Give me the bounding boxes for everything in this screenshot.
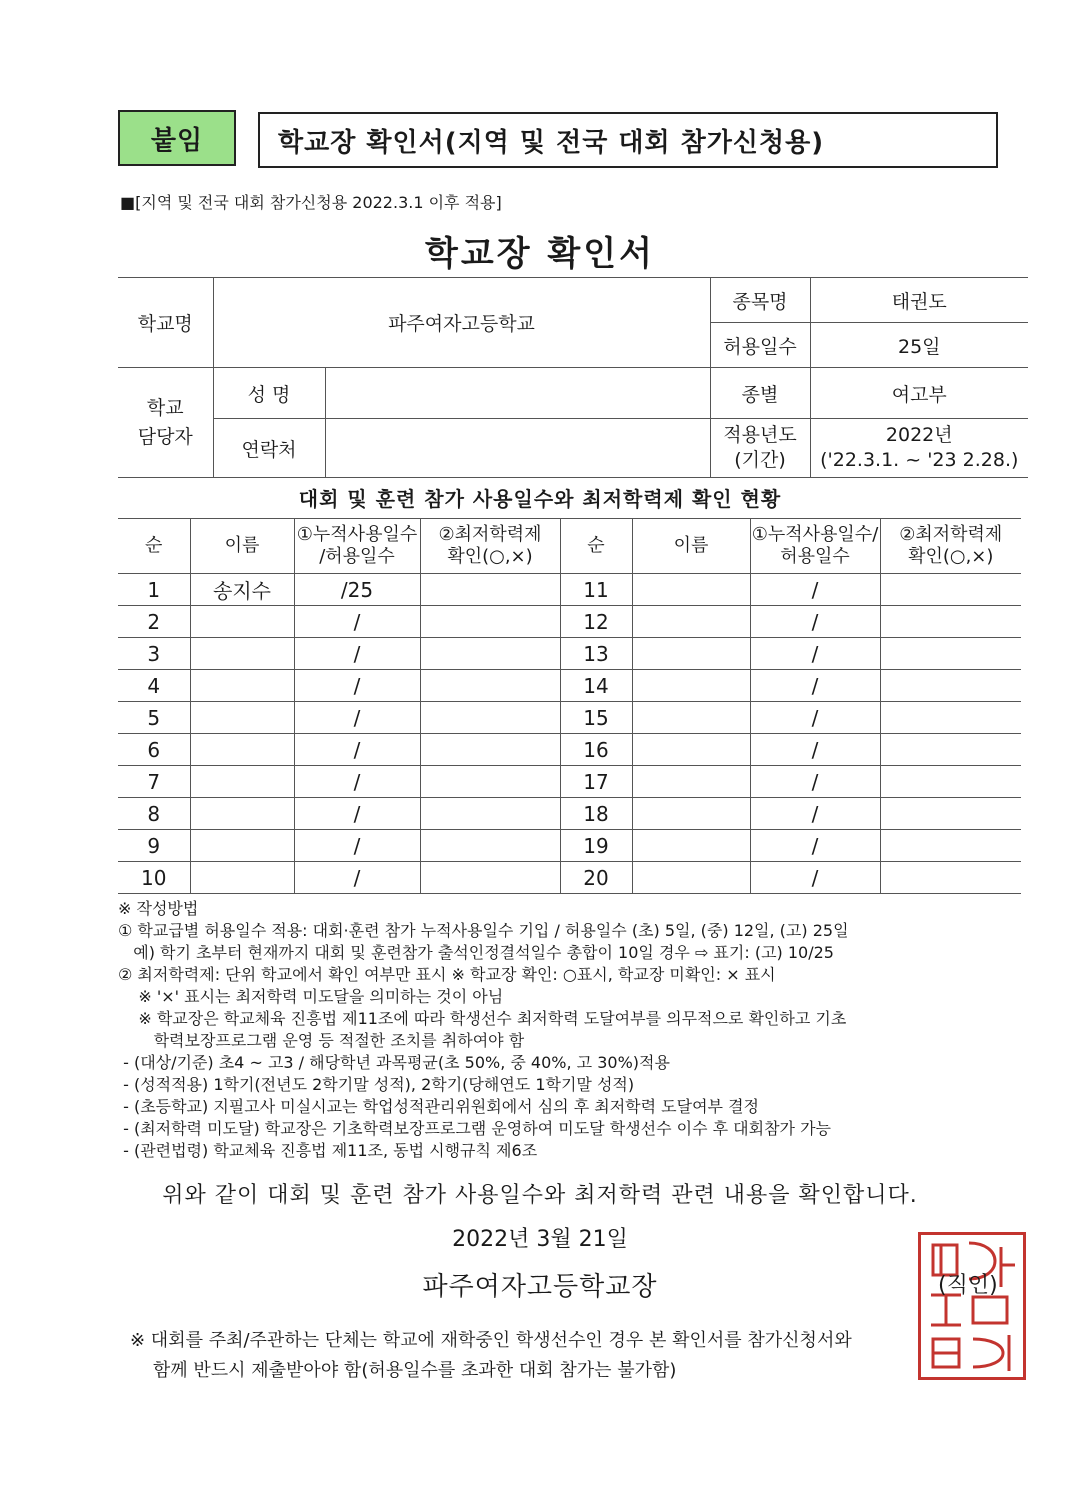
min-grade-check-left (420, 670, 560, 702)
allowed-days-value: 25일 (810, 323, 1028, 368)
sport-value: 태권도 (810, 278, 1028, 323)
used-days-right: / (750, 670, 880, 702)
min-grade-check-right (880, 670, 1021, 702)
period-value: ('22.3.1. ~ '23 2.28.) (820, 449, 1019, 471)
row-number-right: 14 (560, 670, 632, 702)
header-days-left: ①누적사용일수 /허용일수 (294, 519, 420, 574)
min-grade-check-left (420, 606, 560, 638)
student-name-left (190, 670, 294, 702)
instruction-line: - (초등학교) 지필고사 미실시교는 학업성적관리위원회에서 심의 후 최저학력 도달여부 결정 (118, 1097, 759, 1116)
seal-label: (직인) (938, 1273, 998, 1298)
instruction-line: - (성적적용) 1학기(전년도 2학기말 성적), 2학기(당해연도 1학기말 성적) (118, 1075, 635, 1094)
row-number-left: 6 (118, 734, 190, 766)
student-name-left (190, 702, 294, 734)
min-grade-check-right (880, 702, 1021, 734)
staff-label: 학교 담당자 (118, 368, 213, 478)
writing-instructions (118, 898, 1028, 1162)
row-number-left: 10 (118, 862, 190, 894)
school-label: 학교명 (118, 278, 213, 368)
table-row (118, 638, 1021, 670)
row-number-left: 1 (118, 574, 190, 606)
row-number-left: 7 (118, 766, 190, 798)
student-name-right (632, 862, 750, 894)
min-grade-check-right (880, 798, 1021, 830)
student-name-right (632, 670, 750, 702)
name-value (325, 368, 710, 419)
min-grade-check-left (420, 638, 560, 670)
allowed-days-label: 허용일수 (710, 323, 810, 368)
min-grade-check-left (420, 830, 560, 862)
student-name-right (632, 798, 750, 830)
used-days-right: / (750, 798, 880, 830)
student-name-left: 송지수 (190, 574, 294, 606)
row-number-right: 18 (560, 798, 632, 830)
instruction-line: ① 학교급별 허용일수 적용: 대회·훈련 참가 누적사용일수 기입 / 허용일수 (초) 5일, (중) 12일, (고) 25일 (118, 921, 849, 940)
student-name-right (632, 574, 750, 606)
used-days-left: / (294, 766, 420, 798)
contact-value (325, 419, 710, 478)
year-label: 적용년도 (기간) (710, 419, 810, 478)
usage-note: ■[지역 및 전국 대회 참가신청용 2022.3.1 이후 적용] (120, 193, 502, 212)
student-name-right (632, 638, 750, 670)
row-number-right: 16 (560, 734, 632, 766)
row-number-right: 17 (560, 766, 632, 798)
year-value: 2022년 (885, 424, 953, 447)
min-grade-check-right (880, 766, 1021, 798)
section-title: 대회 및 훈련 참가 사용일수와 최저학력제 확인 현황 (298, 487, 782, 511)
header-check-left: ②최저학력제 확인(○,×) (420, 519, 560, 574)
header-check-right: ②최저학력제 확인(○,×) (880, 519, 1021, 574)
student-name-left (190, 862, 294, 894)
header-no-left: 순 (118, 519, 190, 574)
used-days-left: / (294, 862, 420, 894)
student-name-left (190, 606, 294, 638)
row-number-right: 13 (560, 638, 632, 670)
row-number-left: 9 (118, 830, 190, 862)
confirmation-statement: 위와 같이 대회 및 훈련 참가 사용일수와 최저학력 관련 내용을 확인합니다. (162, 1183, 918, 1208)
instruction-line: - (대상/기준) 초4 ~ 고3 / 해당학년 과목평균(초 50%, 중 40%, 고 30%)적용 (118, 1053, 670, 1072)
instruction-line: ※ '×' 표시는 최저학력 미도달을 의미하는 것이 아님 (118, 987, 504, 1006)
header-name-right: 이름 (632, 519, 750, 574)
min-grade-check-right (880, 574, 1021, 606)
used-days-left: / (294, 702, 420, 734)
table-row (118, 798, 1021, 830)
document-header-title: 학교장 확인서(지역 및 전국 대회 참가신청용) (258, 112, 998, 168)
used-days-left: / (294, 670, 420, 702)
header-days-right: ①누적사용일수/ 허용일수 (750, 519, 880, 574)
min-grade-check-right (880, 606, 1021, 638)
instruction-line: - (최저학력 미도달) 학교장은 기초학력보장프로그램 운영하여 미도달 학생선수 이수 후 대회참가 가능 (118, 1119, 831, 1138)
submission-footnote (130, 1326, 852, 1386)
instruction-line: ※ 학교장은 학교체육 진흥법 제11조에 따라 학생선수 최저학력 도달여부를 의무적으로 확인하고 기초 (118, 1009, 847, 1028)
page-title: 학교장 확인서 (425, 234, 655, 274)
min-grade-check-left (420, 766, 560, 798)
name-label: 성 명 (213, 368, 325, 419)
instruction-line: 예) 학기 초부터 현재까지 대회 및 훈련참가 출석인정결석일수 총합이 10일 경우 ⇨ 표기: (고) 10/25 (118, 943, 834, 962)
used-days-left: / (294, 606, 420, 638)
official-seal (918, 1232, 1026, 1380)
student-name-left (190, 734, 294, 766)
min-grade-check-right (880, 638, 1021, 670)
document-date: 2022년 3월 21일 (452, 1227, 628, 1252)
min-grade-check-left (420, 574, 560, 606)
table-row (118, 734, 1021, 766)
row-number-left: 3 (118, 638, 190, 670)
student-name-right (632, 766, 750, 798)
roster-table (118, 518, 1021, 894)
student-name-left (190, 798, 294, 830)
student-name-left (190, 830, 294, 862)
year-cell (810, 419, 1028, 478)
instruction-line: ② 최저학력제: 단위 학교에서 확인 여부만 표시 ※ 학교장 확인: ○표시, 학교장 미확인: × 표시 (118, 965, 776, 984)
used-days-left: /25 (294, 574, 420, 606)
student-name-right (632, 606, 750, 638)
min-grade-check-left (420, 862, 560, 894)
used-days-left: / (294, 830, 420, 862)
min-grade-check-right (880, 862, 1021, 894)
used-days-left: / (294, 638, 420, 670)
row-number-right: 20 (560, 862, 632, 894)
table-row (118, 830, 1021, 862)
used-days-right: / (750, 574, 880, 606)
used-days-right: / (750, 830, 880, 862)
used-days-right: / (750, 702, 880, 734)
row-number-right: 19 (560, 830, 632, 862)
school-value: 파주여자고등학교 (213, 278, 710, 368)
used-days-right: / (750, 606, 880, 638)
min-grade-check-left (420, 798, 560, 830)
header-no-right: 순 (560, 519, 632, 574)
header-name-left: 이름 (190, 519, 294, 574)
row-number-left: 8 (118, 798, 190, 830)
principal-signature: 파주여자고등학교장 (422, 1272, 658, 1302)
instruction-line: 학력보장프로그램 운영 등 적절한 조치를 취하여야 함 (118, 1031, 525, 1050)
school-info-table (118, 277, 1028, 478)
footnote-line: 함께 반드시 제출받아야 함(허용일수를 초과한 대회 참가는 불가함) (130, 1360, 677, 1381)
used-days-right: / (750, 734, 880, 766)
min-grade-check-right (880, 830, 1021, 862)
student-name-right (632, 702, 750, 734)
division-label: 종별 (710, 368, 810, 419)
footnote-line: ※ 대회를 주최/주관하는 단체는 학교에 재학중인 학생선수인 경우 본 확인서를 참가신청서와 (130, 1330, 852, 1351)
student-name-left (190, 766, 294, 798)
division-value: 여고부 (810, 368, 1028, 419)
table-row (118, 862, 1021, 894)
row-number-left: 2 (118, 606, 190, 638)
min-grade-check-left (420, 702, 560, 734)
student-name-right (632, 830, 750, 862)
contact-label: 연락처 (213, 419, 325, 478)
used-days-left: / (294, 734, 420, 766)
used-days-left: / (294, 798, 420, 830)
used-days-right: / (750, 862, 880, 894)
used-days-right: / (750, 766, 880, 798)
student-name-right (632, 734, 750, 766)
instruction-line: ※ 작성방법 (118, 899, 199, 918)
sport-label: 종목명 (710, 278, 810, 323)
table-row (118, 766, 1021, 798)
min-grade-check-right (880, 734, 1021, 766)
row-number-right: 11 (560, 574, 632, 606)
min-grade-check-left (420, 734, 560, 766)
instruction-line: - (관련법령) 학교체육 진흥법 제11조, 동법 시행규칙 제6조 (118, 1141, 538, 1160)
attachment-badge: 붙임 (118, 110, 236, 166)
row-number-right: 15 (560, 702, 632, 734)
row-number-left: 5 (118, 702, 190, 734)
row-number-right: 12 (560, 606, 632, 638)
student-name-left (190, 638, 294, 670)
row-number-left: 4 (118, 670, 190, 702)
table-row (118, 606, 1021, 638)
used-days-right: / (750, 638, 880, 670)
table-row (118, 574, 1021, 606)
seal-pattern-icon (921, 1235, 1023, 1377)
table-row (118, 702, 1021, 734)
table-row (118, 670, 1021, 702)
